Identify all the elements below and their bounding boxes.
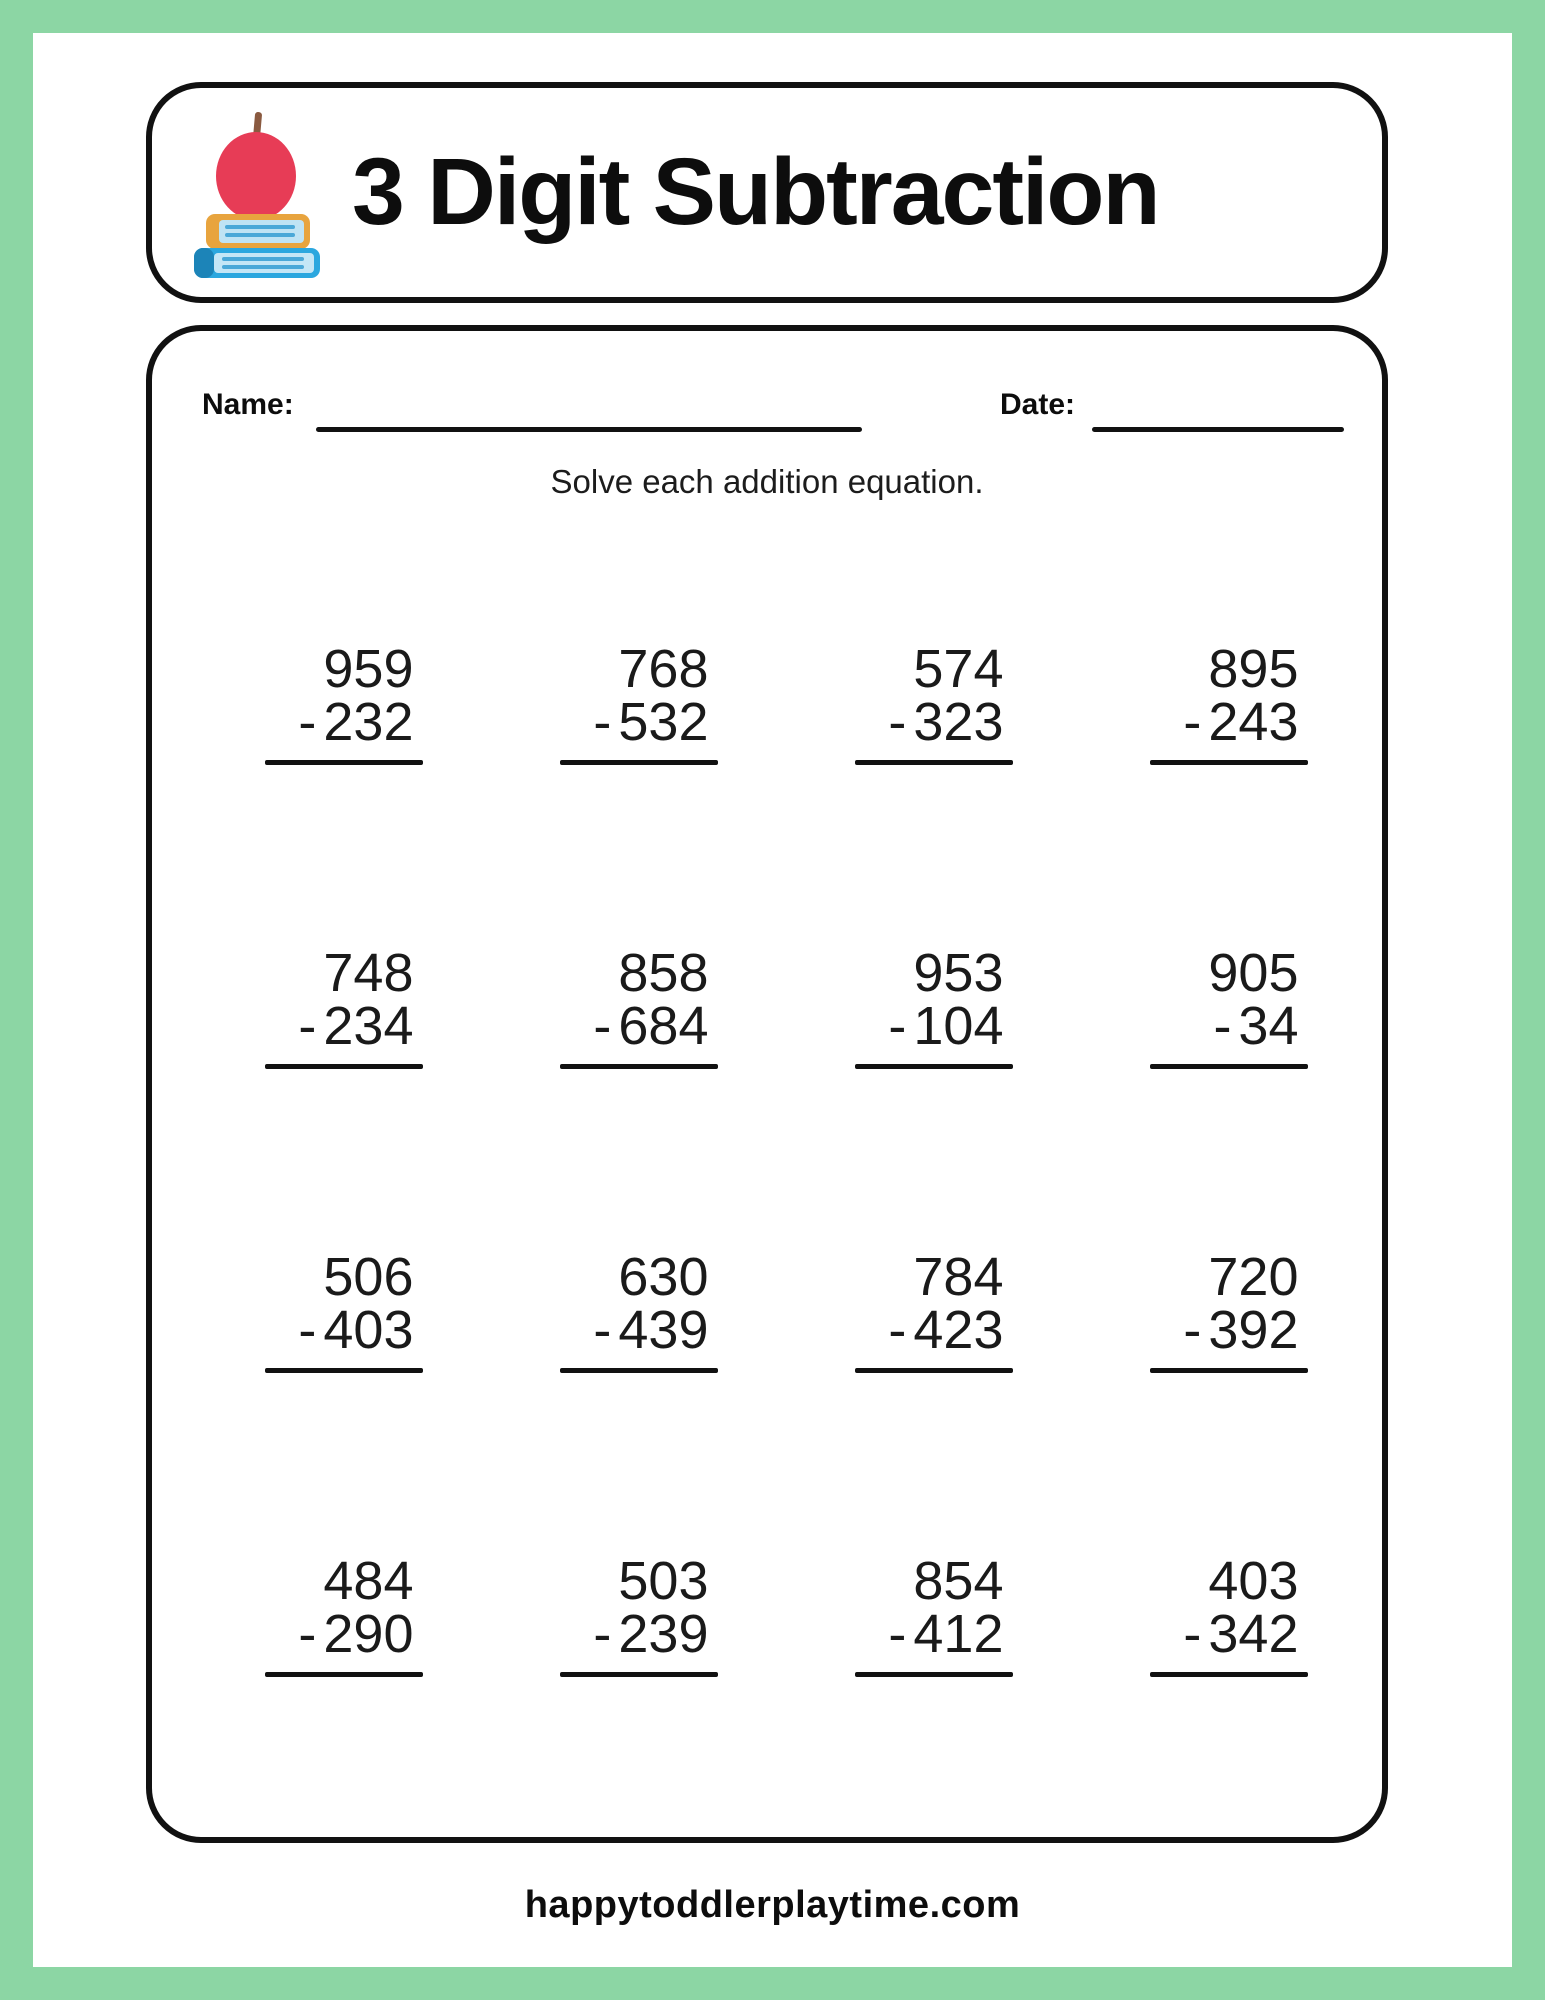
minus-sign: - <box>1183 692 1202 752</box>
subtraction-problem <box>786 552 1081 856</box>
minuend: 953 <box>913 943 1004 1003</box>
answer-line <box>560 1368 718 1373</box>
answer-line <box>855 760 1013 765</box>
minuend: 484 <box>323 1551 414 1611</box>
subtrahend: 423 <box>913 1300 1004 1360</box>
minus-sign: - <box>298 1604 317 1664</box>
title-banner <box>146 82 1388 303</box>
subtraction-problem <box>1081 856 1376 1160</box>
subtrahend: 104 <box>913 996 1004 1056</box>
minuend: 503 <box>618 1551 709 1611</box>
minus-sign: - <box>298 1300 317 1360</box>
answer-line <box>560 760 718 765</box>
minus-sign: - <box>888 1604 907 1664</box>
subtraction-problem <box>196 856 491 1160</box>
subtraction-problem <box>1081 1160 1376 1464</box>
answer-line <box>265 1064 423 1069</box>
subtrahend: 684 <box>618 996 709 1056</box>
minuend: 905 <box>1208 943 1299 1003</box>
subtraction-problem <box>1081 552 1376 856</box>
date-label: Date: <box>1000 388 1076 421</box>
subtraction-problem <box>1081 1464 1376 1768</box>
subtrahend: 243 <box>1208 692 1299 752</box>
minuend: 506 <box>323 1247 414 1307</box>
subtrahend: 439 <box>618 1300 709 1360</box>
subtraction-problem <box>196 1160 491 1464</box>
minuend: 403 <box>1208 1551 1299 1611</box>
answer-line <box>265 760 423 765</box>
instruction-text: Solve each addition equation. <box>550 463 984 500</box>
minus-sign: - <box>298 692 317 752</box>
minus-sign: - <box>593 996 612 1056</box>
subtraction-problem <box>491 552 786 856</box>
minus-sign: - <box>593 1300 612 1360</box>
answer-line <box>560 1064 718 1069</box>
minuend: 784 <box>913 1247 1004 1307</box>
answer-line <box>1150 1672 1308 1677</box>
answer-line <box>1150 1064 1308 1069</box>
minuend: 720 <box>1208 1247 1299 1307</box>
minuend: 858 <box>618 943 709 1003</box>
subtraction-problem <box>491 856 786 1160</box>
problems-grid <box>152 552 1382 1768</box>
name-label: Name: <box>202 388 294 421</box>
minuend: 768 <box>618 639 709 699</box>
minus-sign: - <box>888 996 907 1056</box>
minus-sign: - <box>1183 1300 1202 1360</box>
subtrahend: 392 <box>1208 1300 1299 1360</box>
answer-line <box>1150 760 1308 765</box>
answer-line <box>855 1672 1013 1677</box>
minus-sign: - <box>888 692 907 752</box>
minus-sign: - <box>1213 996 1232 1056</box>
subtraction-problem <box>786 1464 1081 1768</box>
minus-sign: - <box>1183 1604 1202 1664</box>
worksheet-body <box>146 325 1388 1843</box>
name-blank-line <box>316 427 862 432</box>
minus-sign: - <box>888 1300 907 1360</box>
subtrahend: 290 <box>323 1604 414 1664</box>
page-title: 3 Digit Subtraction <box>352 139 1159 245</box>
subtrahend: 342 <box>1208 1604 1299 1664</box>
subtraction-problem <box>786 856 1081 1160</box>
subtrahend: 239 <box>618 1604 709 1664</box>
date-blank-line <box>1092 427 1344 432</box>
footer-url: happytoddlerplaytime.com <box>524 1884 1021 1926</box>
minuend: 959 <box>323 639 414 699</box>
answer-line <box>265 1672 423 1677</box>
minuend: 854 <box>913 1551 1004 1611</box>
minuend: 574 <box>913 639 1004 699</box>
paper-background <box>33 33 1512 1967</box>
minuend: 748 <box>323 943 414 1003</box>
minuend: 895 <box>1208 639 1299 699</box>
subtraction-problem <box>491 1160 786 1464</box>
apple-on-books-icon <box>192 110 322 283</box>
subtraction-problem <box>491 1464 786 1768</box>
answer-line <box>855 1064 1013 1069</box>
subtraction-problem <box>196 552 491 856</box>
subtrahend: 412 <box>913 1604 1004 1664</box>
answer-line <box>265 1368 423 1373</box>
minus-sign: - <box>298 996 317 1056</box>
answer-line <box>855 1368 1013 1373</box>
subtraction-problem <box>786 1160 1081 1464</box>
answer-line <box>1150 1368 1308 1373</box>
subtrahend: 323 <box>913 692 1004 752</box>
minus-sign: - <box>593 1604 612 1664</box>
subtrahend: 532 <box>618 692 709 752</box>
subtrahend: 403 <box>323 1300 414 1360</box>
answer-line <box>560 1672 718 1677</box>
subtrahend: 234 <box>323 996 414 1056</box>
subtrahend: 34 <box>1238 996 1299 1056</box>
minuend: 630 <box>618 1247 709 1307</box>
subtraction-problem <box>196 1464 491 1768</box>
subtrahend: 232 <box>323 692 414 752</box>
minus-sign: - <box>593 692 612 752</box>
